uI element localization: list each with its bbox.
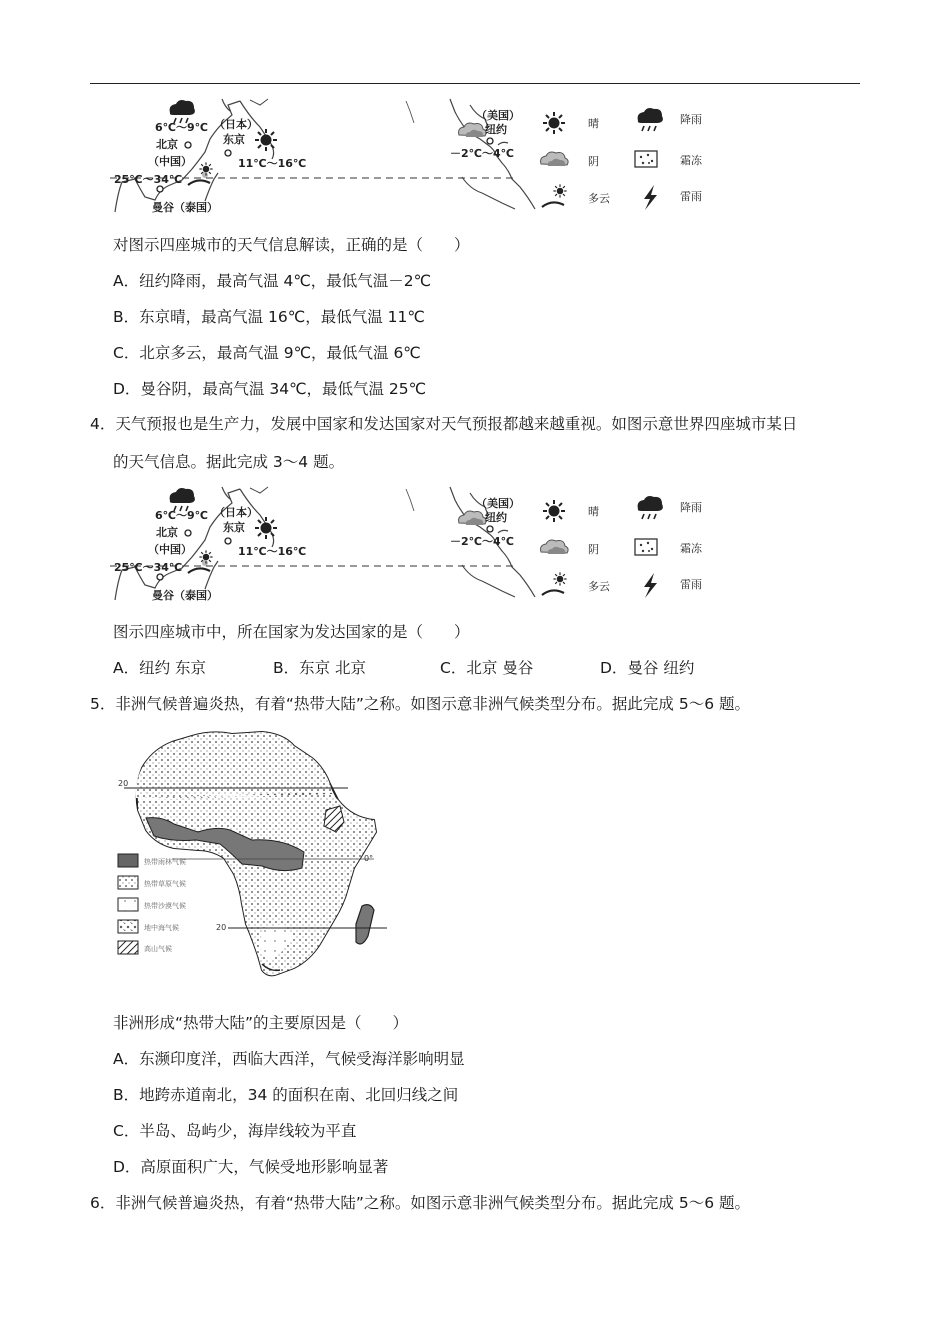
- q5-stem: 非洲形成“热带大陆”的主要原因是（ ）: [113, 1014, 409, 1032]
- legend-sunny-label: 晴: [588, 505, 599, 518]
- q4-option-c[interactable]: C．北京 曼谷: [440, 659, 534, 677]
- legend-overcast-icon: [541, 152, 569, 166]
- beijing-rain-icon: [170, 100, 195, 123]
- q4-option-b[interactable]: B．东京 北京: [273, 659, 367, 677]
- legend-rain-label: 降雨: [680, 113, 702, 126]
- tokyo-label: 东京: [223, 521, 245, 534]
- legend-rain-label: 降雨: [680, 501, 702, 514]
- africa-climate-map: [112, 728, 392, 990]
- beijing-label: 北京: [156, 138, 178, 151]
- map-legend-label-1: 热带雨林气候: [144, 858, 186, 866]
- legend-thunder-icon: [644, 185, 657, 210]
- legend-cloudy-label: 多云: [588, 192, 610, 205]
- usa-label: （美国）: [476, 109, 520, 122]
- newyork-temp: －2℃～4℃: [450, 535, 514, 548]
- tokyo-sun-icon: [255, 517, 277, 539]
- legend-rain-icon: [638, 108, 663, 131]
- map-legend-label-2: 热带草原气候: [144, 880, 186, 888]
- q4-intro-line2: 的天气信息。据此完成 3～4 题。: [113, 453, 345, 471]
- newyork-temp: －2℃～4℃: [450, 147, 514, 160]
- legend-thunder-icon: [644, 573, 657, 598]
- q3-stem: 对图示四座城市的天气信息解读，正确的是（ ）: [113, 236, 470, 254]
- q4-stem: 图示四座城市中，所在国家为发达国家的是（ ）: [113, 623, 470, 641]
- lat-equator-label: 0°: [364, 854, 374, 863]
- beijing-rain-icon: [170, 488, 195, 511]
- usa-label: （美国）: [476, 497, 520, 510]
- lat-north-label: 20: [118, 779, 129, 788]
- map-legend-label-4: 地中海气候: [144, 924, 179, 932]
- map-legend-mediterranean-swatch: [118, 920, 138, 933]
- japan-label: （日本）: [214, 118, 258, 131]
- beijing-temp: 6℃～9℃: [155, 509, 208, 522]
- legend-sunny-label: 晴: [588, 117, 599, 130]
- legend-overcast-label: 阴: [588, 155, 599, 168]
- bangkok-label: 曼谷（泰国）: [152, 589, 218, 602]
- tokyo-label: 东京: [223, 133, 245, 146]
- beijing-label: 北京: [156, 526, 178, 539]
- newyork-label: 纽约: [485, 123, 507, 136]
- q3-option-b[interactable]: B．东京晴，最高气温 16℃，最低气温 11℃: [113, 308, 425, 326]
- weather-figure-1: [110, 97, 720, 219]
- legend-thunder-label: 雷雨: [680, 190, 702, 203]
- legend-sunny-icon: [543, 500, 565, 522]
- q6-intro: 6．非洲气候普遍炎热，有着“热带大陆”之称。如图示意非洲气候类型分布。据此完成 5～6 题。: [90, 1194, 751, 1212]
- legend-cloudy-icon: [542, 572, 567, 595]
- q4-option-a[interactable]: A．纽约 东京: [113, 659, 207, 677]
- legend-overcast-label: 阴: [588, 543, 599, 556]
- legend-cloudy-icon: [542, 184, 567, 207]
- q3-option-a[interactable]: A．纽约降雨，最高气温 4℃，最低气温－2℃: [113, 272, 432, 290]
- map-legend-rainforest-swatch: [118, 854, 138, 867]
- legend-frost-label: 霜冻: [680, 154, 702, 167]
- map-legend-label-5: 高山气候: [144, 945, 172, 953]
- beijing-temp: 6℃～9℃: [155, 121, 208, 134]
- q5-option-b[interactable]: B．地跨赤道南北，34 的面积在南、北回归线之间: [113, 1086, 459, 1104]
- bangkok-label: 曼谷（泰国）: [152, 201, 218, 214]
- tokyo-temp: 11℃～16℃: [238, 157, 307, 170]
- bangkok-temp: 25℃～34℃: [114, 561, 183, 574]
- q4-intro-line1: 4．天气预报也是生产力，发展中国家和发达国家对天气预报都越来越重视。如图示意世界四座城市某日: [90, 415, 798, 433]
- q3-option-d[interactable]: D．曼谷阴，最高气温 34℃，最低气温 25℃: [113, 380, 427, 398]
- q5-option-d[interactable]: D．高原面积广大，气候受地形影响显著: [113, 1158, 389, 1176]
- header-rule: [90, 83, 860, 84]
- legend-rain-icon: [638, 496, 663, 519]
- map-legend-highland-swatch: [118, 941, 138, 954]
- map-legend-savanna-swatch: [118, 876, 138, 889]
- madagascar: [356, 905, 374, 944]
- china-label: （中国）: [148, 155, 192, 168]
- newyork-label: 纽约: [485, 511, 507, 524]
- bangkok-temp: 25℃～34℃: [114, 173, 183, 186]
- tokyo-temp: 11℃～16℃: [238, 545, 307, 558]
- q5-intro: 5．非洲气候普遍炎热，有着“热带大陆”之称。如图示意非洲气候类型分布。据此完成 5～6 题。: [90, 695, 751, 713]
- q5-option-a[interactable]: A．东濒印度洋，西临大西洋，气候受海洋影响明显: [113, 1050, 465, 1068]
- lat-south-label: 20: [216, 923, 227, 932]
- legend-cloudy-label: 多云: [588, 580, 610, 593]
- map-legend-label-3: 热带沙漠气候: [144, 902, 186, 910]
- weather-figure-2: [110, 485, 720, 607]
- q4-option-d[interactable]: D．曼谷 纽约: [600, 659, 695, 677]
- legend-overcast-icon: [541, 540, 569, 554]
- legend-frost-icon: [635, 151, 657, 167]
- legend-thunder-label: 雷雨: [680, 578, 702, 591]
- tokyo-sun-icon: [255, 129, 277, 151]
- q3-option-c[interactable]: C．北京多云，最高气温 9℃，最低气温 6℃: [113, 344, 421, 362]
- china-label: （中国）: [148, 543, 192, 556]
- q5-option-c[interactable]: C．半岛、岛屿少，海岸线较为平直: [113, 1122, 357, 1140]
- map-legend-desert-swatch: [118, 898, 138, 911]
- japan-label: （日本）: [214, 506, 258, 519]
- legend-frost-icon: [635, 539, 657, 555]
- legend-sunny-icon: [543, 112, 565, 134]
- legend-frost-label: 霜冻: [680, 542, 702, 555]
